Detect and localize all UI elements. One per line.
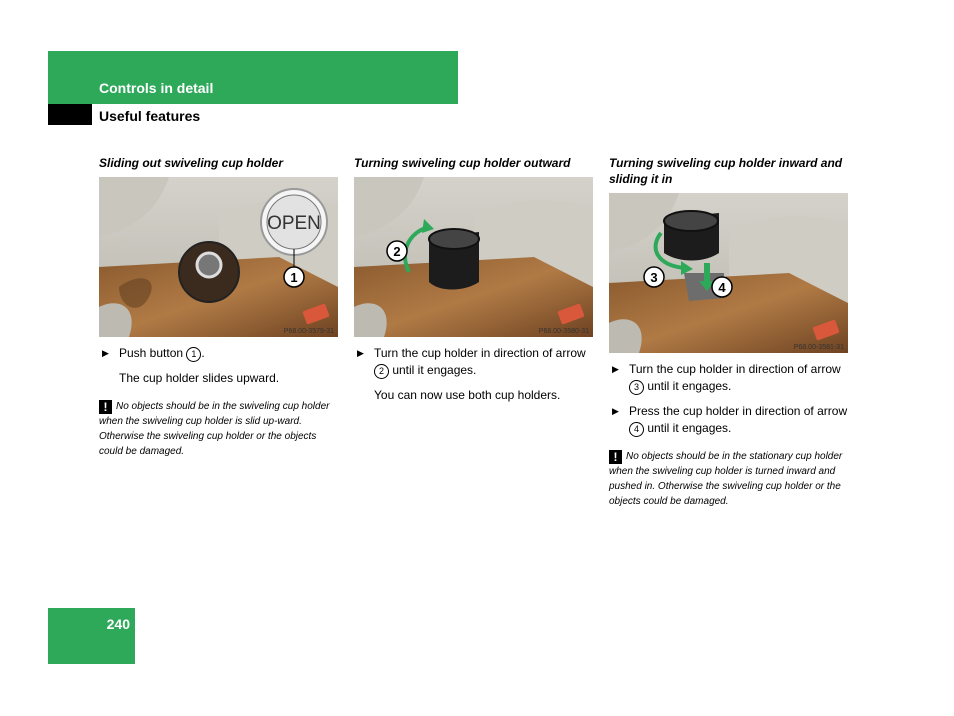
step: ▶ Push button 1 . [102, 346, 205, 360]
circled-number: 1 [186, 347, 201, 362]
warning-note: ! No objects should be in the stationary cup holder when the swiveling cup holder is turned inward and pushed in. Otherwise the swiveling cup holder or the objects could be damaged. [609, 450, 843, 507]
photo-turn-outward [354, 177, 593, 337]
column-turn-inward [609, 155, 849, 509]
photo-slide-out [99, 177, 338, 337]
header-band [48, 51, 458, 104]
section-title: Controls in detail [99, 80, 214, 96]
result-text: The cup holder slides upward. [119, 371, 280, 385]
callout-2-label: 2 [393, 244, 401, 259]
header-marker [48, 104, 92, 125]
circled-number: 4 [629, 422, 644, 437]
image-ref: P68.00-3579-31 [283, 328, 334, 335]
image-ref: P68.00-3580-31 [538, 328, 589, 335]
bullet-icon: ▶ [612, 364, 619, 374]
column-title: Turning swiveling cup holder inward and sliding it in [609, 156, 843, 186]
circled-number: 2 [374, 364, 389, 379]
column-title: Sliding out swiveling cup holder [99, 156, 284, 170]
column-slide-out [99, 155, 339, 459]
photo-turn-inward [609, 193, 848, 353]
step: ▶ Turn the cup holder in direction of arrow 3 until it engages. [612, 362, 841, 393]
callout-1-label: 1 [290, 270, 298, 285]
callout-4-label: 4 [718, 280, 726, 295]
warning-icon: ! [609, 450, 622, 464]
bullet-icon: ▶ [357, 348, 364, 358]
bullet-icon: ▶ [612, 406, 619, 416]
callout-3-label: 3 [650, 270, 658, 285]
bullet-icon: ▶ [102, 348, 109, 358]
step: ▶ Turn the cup holder in direction of arrow 2 until it engages. [357, 346, 586, 377]
open-button-label: OPEN [267, 213, 321, 234]
column-title: Turning swiveling cup holder outward [354, 156, 571, 170]
result-text: You can now use both cup holders. [374, 388, 561, 402]
column-turn-outward [354, 155, 594, 404]
circled-number: 3 [629, 380, 644, 395]
console-illustration [99, 177, 338, 337]
warning-icon: ! [99, 400, 112, 414]
page-number-box [48, 608, 135, 664]
image-ref: P68.00-3581-31 [793, 344, 844, 351]
warning-note: ! No objects should be in the swiveling cup holder when the swiveling cup holder is slid up-ward. Otherwise the swiveling cup holder or the objects could be damaged. [99, 400, 330, 457]
console-illustration [354, 177, 593, 337]
subsection-title: Useful features [99, 108, 201, 124]
console-illustration [609, 193, 848, 353]
step: ▶ Press the cup holder in direction of arrow 4 until it engages. [612, 404, 848, 435]
page-number: 240 [106, 616, 130, 632]
